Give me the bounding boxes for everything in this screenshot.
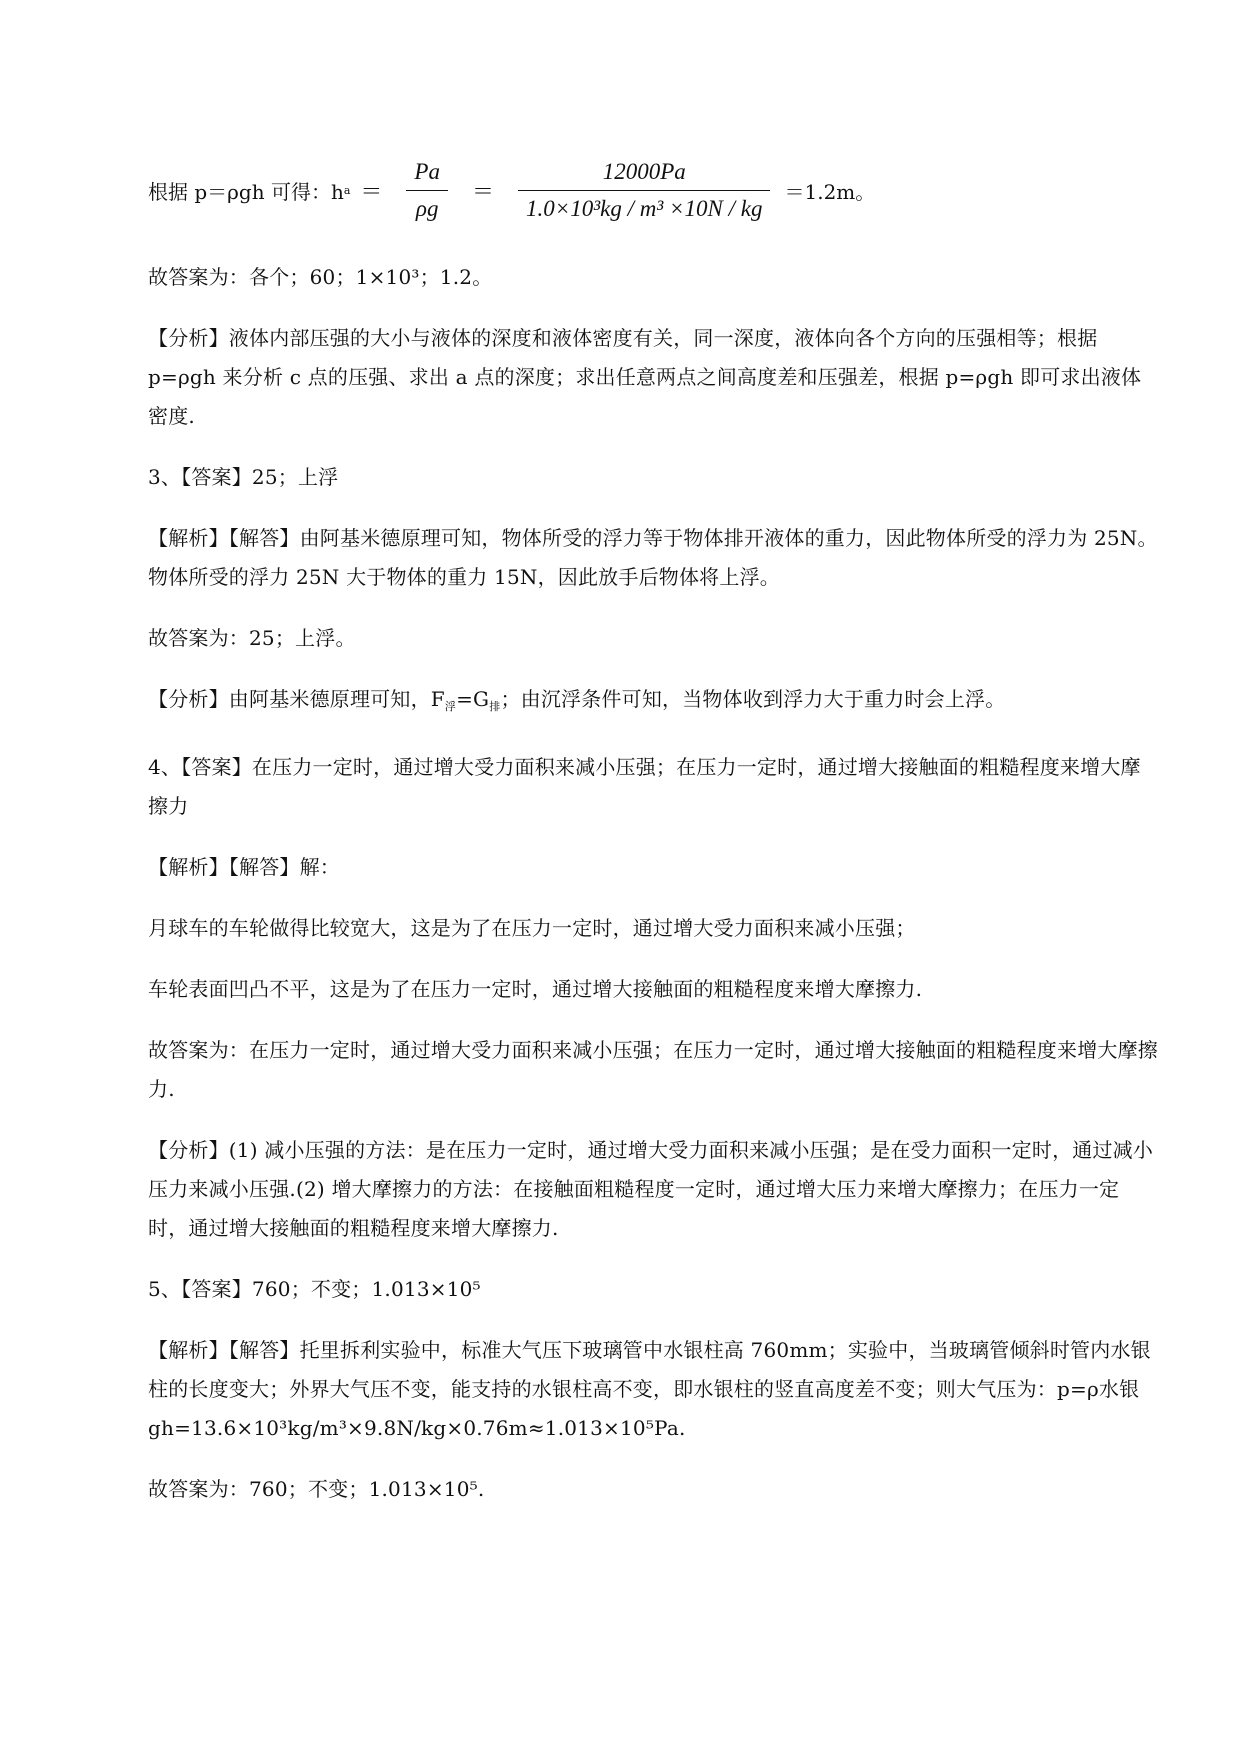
formula-equals-1: ＝ [360, 179, 383, 205]
formula-line [148, 150, 1158, 230]
analysis-3-mid: =G [456, 687, 490, 711]
formula-lead: 根据 p＝ρgh 可得：h [148, 179, 344, 204]
question-4-explanation-2: 车轮表面凹凸不平，这是为了在压力一定时，通过增大接触面的粗糙程度来增大摩擦力. [148, 977, 923, 1001]
formula-result: ＝1.2m。 [784, 179, 876, 204]
question-4-final-answer: 故答案为：在压力一定时，通过增大受力面积来减小压强；在压力一定时，通过增大接触面的粗糙程度来增大摩擦力. [148, 1038, 1158, 1101]
formula-lead-subscript: a [343, 183, 351, 197]
question-3-answer: 3、【答案】25；上浮 [148, 465, 339, 489]
question-5-explanation: 【解析】【解答】托里拆利实验中，标准大气压下玻璃管中水银柱高 760mm；实验中，当玻璃管倾斜时管内水银柱的长度变大；外界大气压不变，能支持的水银柱高不变，即水银柱的竖直高度差不变；则大气压为：p=ρ水银 gh=13.6×10³kg/m³×9.8N/kg×0.76m≈1.013×10⁵Pa. [148, 1338, 1151, 1440]
question-4-answer: 4、【答案】在压力一定时，通过增大受力面积来减小压强；在压力一定时，通过增大接触面的粗糙程度来增大摩擦力 [148, 755, 1141, 818]
fraction-2-denominator: 1.0×10³kg / m³ ×10N / kg [526, 195, 763, 221]
document-page [148, 150, 1158, 1531]
formula-fraction-1 [406, 156, 448, 225]
question-3-analysis [148, 680, 1158, 726]
analysis-3-sub-pai: 排 [489, 700, 501, 713]
question-3-final-answer: 故答案为：25；上浮。 [148, 626, 356, 650]
fraction-1-denominator: ρg [415, 195, 439, 221]
question-3-explanation: 【解析】【解答】由阿基米德原理可知，物体所受的浮力等于物体排开液体的重力，因此物体所受的浮力为 25N。物体所受的浮力 25N 大于物体的重力 15N，因此放手后物体将上浮。 [148, 526, 1158, 589]
fraction-2-numerator: 12000Pa [602, 158, 686, 184]
analysis-3-after: ；由沉浮条件可知，当物体收到浮力大于重力时会上浮。 [500, 687, 1006, 711]
formula-fraction-2 [518, 156, 770, 225]
question-5-final-answer: 故答案为：760；不变；1.013×10⁵. [148, 1477, 485, 1501]
fraction-2-bar [518, 190, 770, 191]
question-4-explanation-1: 月球车的车轮做得比较宽大，这是为了在压力一定时，通过增大受力面积来减小压强； [148, 916, 916, 940]
answer-line-2: 故答案为：各个；60；1×10³；1.2。 [148, 265, 493, 289]
analysis-2: 【分析】液体内部压强的大小与液体的深度和液体密度有关，同一深度，液体向各个方向的压强相等；根据 p=ρgh 来分析 c 点的压强、求出 a 点的深度；求出任意两点之间高度差和压强差，根据 p=ρgh 即可求出液体密度. [148, 326, 1142, 428]
question-4-explanation-header: 【解析】【解答】解： [148, 855, 340, 879]
fraction-1-numerator: Pa [414, 158, 440, 184]
analysis-3-sub-fu: 浮 [444, 700, 457, 713]
analysis-3-before: 【分析】由阿基米德原理可知，F [148, 687, 445, 711]
formula-equals-2: ＝ [471, 179, 494, 205]
question-4-analysis: 【分析】(1) 减小压强的方法：是在压力一定时，通过增大受力面积来减小压强；是在受力面积一定时，通过减小压力来减小压强.(2) 增大摩擦力的方法：在接触面粗糙程度一定时，通过增大压力来增大摩擦力；在压力一定时，通过增大接触面的粗糙程度来增大摩擦力. [148, 1138, 1154, 1240]
question-5-answer: 5、【答案】760；不变；1.013×10⁵ [148, 1277, 481, 1301]
fraction-1-bar [406, 190, 448, 191]
